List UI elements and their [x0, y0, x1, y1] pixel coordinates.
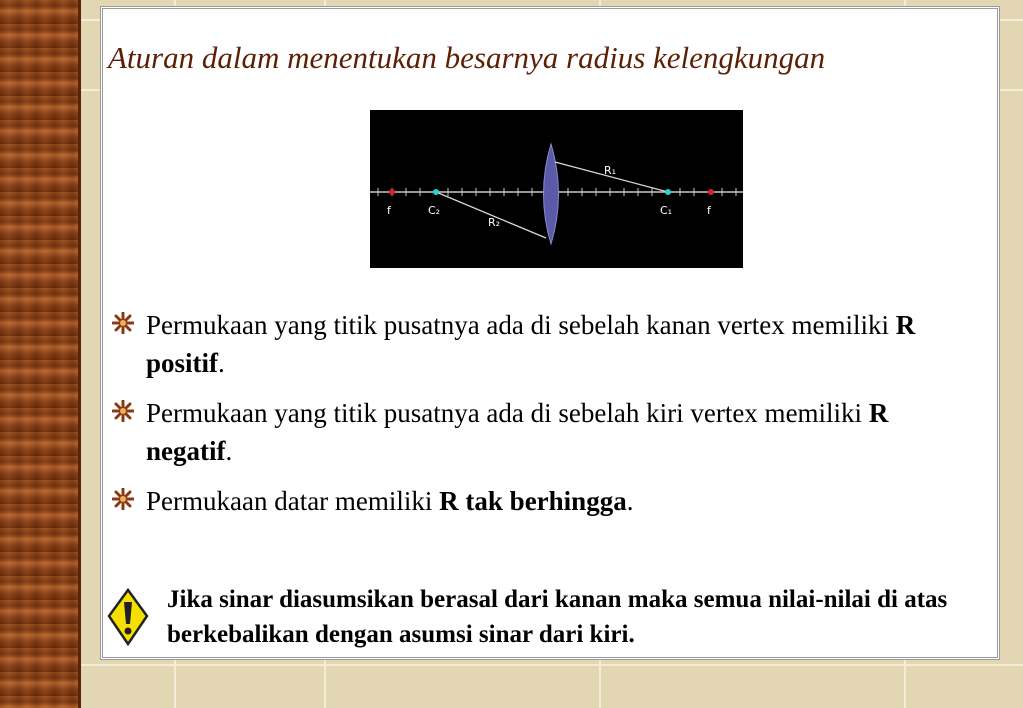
bullet-emphasis: R positif	[146, 310, 916, 378]
star-bullet-icon	[112, 488, 134, 510]
bullet-text: Permukaan yang titik pusatnya ada di sebelah kanan vertex memiliki	[146, 310, 896, 340]
radius-r2-line	[436, 192, 546, 238]
decorative-wood-sidebar	[0, 0, 81, 708]
label-r2: R₂	[488, 216, 501, 229]
center-point-c2	[433, 189, 439, 195]
star-bullet-icon	[112, 312, 134, 334]
bullet-end: .	[218, 348, 225, 378]
focal-point-right	[708, 189, 714, 195]
label-c1: C₁	[660, 204, 673, 217]
bullet-end: .	[626, 486, 634, 516]
center-point-c1	[665, 189, 671, 195]
list-item	[112, 306, 972, 382]
label-f-left: f	[387, 204, 391, 217]
bullet-end: .	[225, 436, 233, 466]
rules-list	[112, 306, 972, 532]
bullet-text: Permukaan yang titik pusatnya ada di sebelah kiri vertex memiliki	[146, 398, 869, 428]
label-c2: C₂	[428, 204, 441, 217]
bullet-emphasis: R tak berhingga	[439, 486, 627, 516]
slide-title: Aturan dalam menentukan besarnya radius kelengkungan	[108, 40, 826, 75]
list-item	[112, 482, 972, 520]
warning-icon	[107, 588, 149, 646]
note-text: Jika sinar diasumsikan berasal dari kanan maka semua nilai-nilai di atas berkebalikan dengan asumsi sinar dari kiri.	[167, 586, 948, 648]
lens-diagram	[370, 110, 743, 268]
label-r1: R₁	[604, 164, 617, 177]
list-item	[112, 394, 972, 470]
star-bullet-icon	[112, 400, 134, 422]
lens-diagram-svg	[370, 110, 743, 268]
lens-shape	[544, 144, 559, 244]
label-f-right: f	[707, 204, 711, 217]
bullet-emphasis: R negatif	[146, 398, 889, 466]
focal-point-left	[389, 189, 395, 195]
bullet-text: Permukaan datar memiliki	[146, 486, 440, 516]
